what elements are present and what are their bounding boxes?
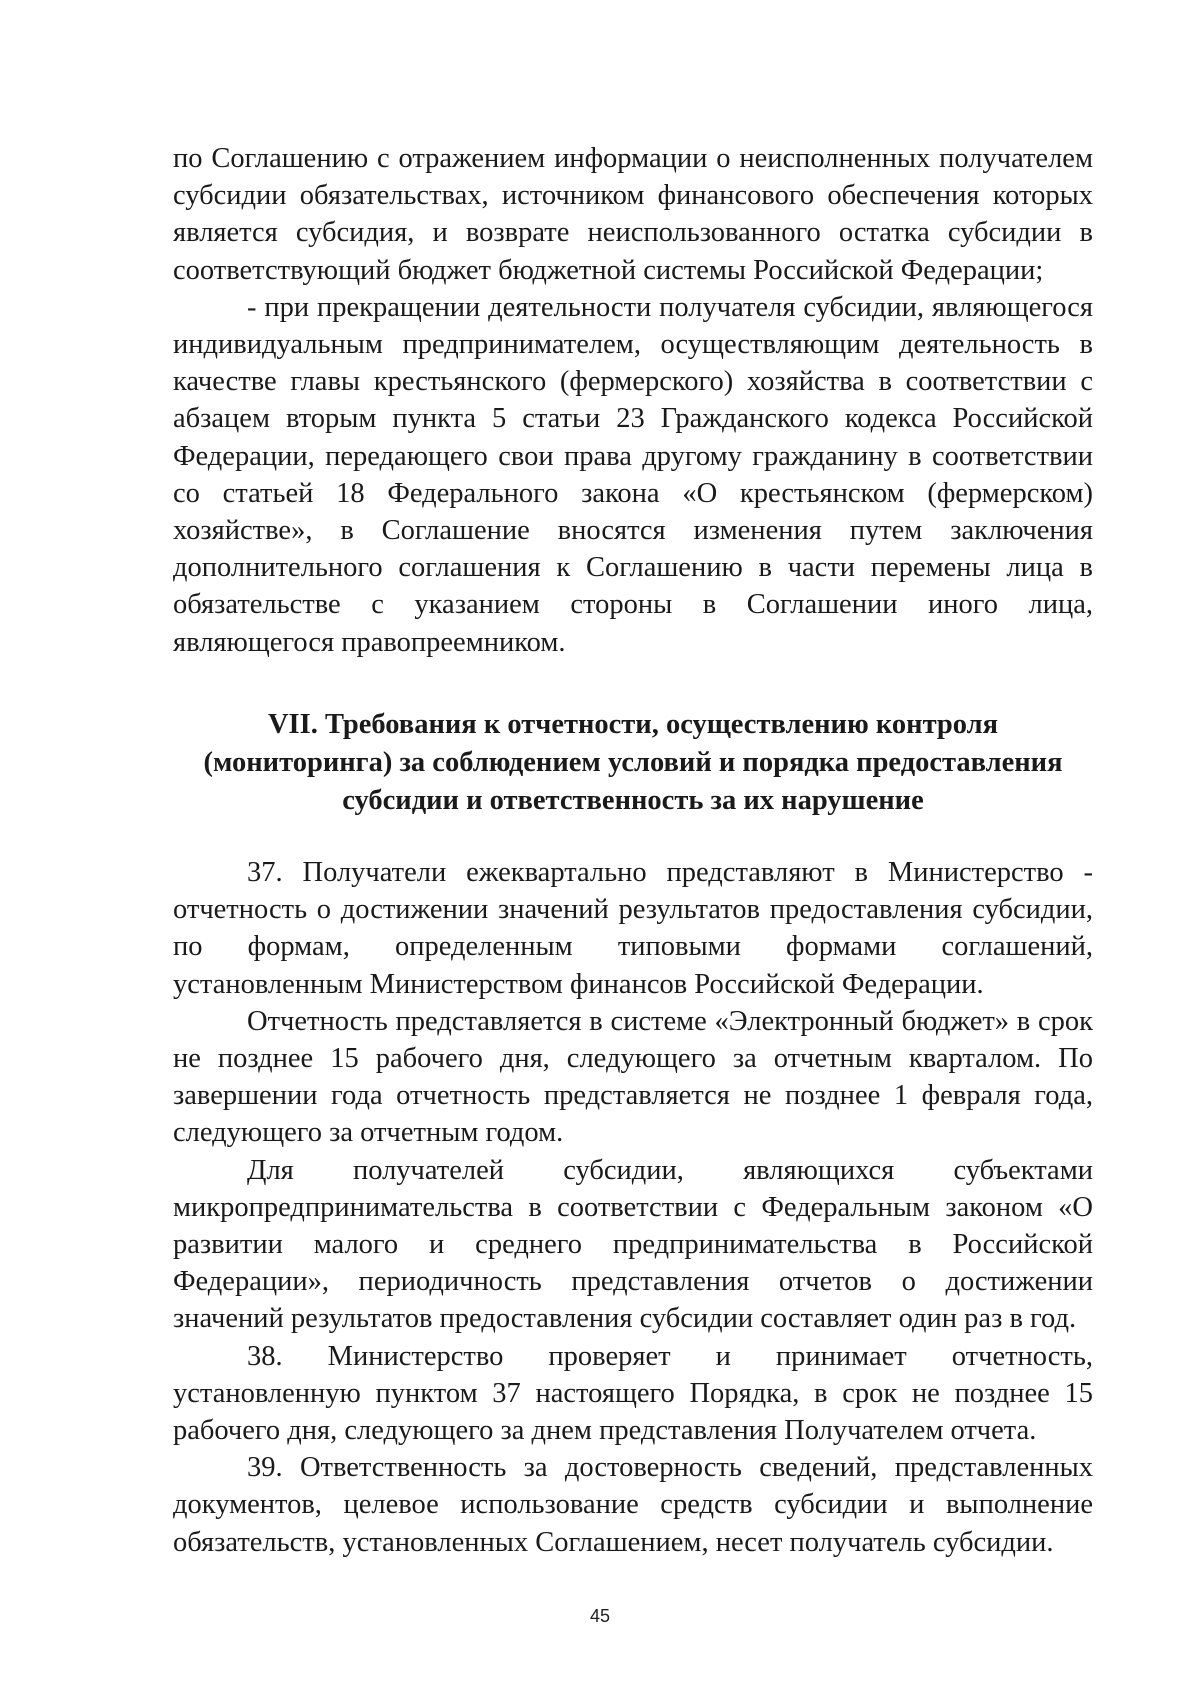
paragraph-item-37: 37. Получатели ежеквартально представляют в Министерство - отчетность о достижении значений результатов предоставления субсидии, по формам, определенным типовыми формами соглашений, установленным Министерством финансов Российской Федерации. (173, 857, 1093, 1000)
paragraph-item-39: 39. Ответственность за достоверность сведений, представленных документов, целевое использование средств субсидии и выполнение обязательств, установленных Соглашением, несет получатель субсидии. (173, 1452, 1093, 1558)
paragraph-item-38: 38. Министерство проверяет и принимает отчетность, установленную пунктом 37 настоящего Порядка, в срок не позднее 15 рабочего дня, следующего за днем представления Получателем отчета. (173, 1340, 1093, 1447)
section-heading-line: субсидии и ответственность за их нарушение (342, 785, 924, 816)
section-heading (173, 706, 1093, 820)
paragraph-termination-clause: - при прекращении деятельности получателя субсидии, являющегося индивидуальным предпринимателем, осуществляющим деятельность в качестве главы крестьянского (фермерского) хозяйства в соответствии с абзацем вторым пункта 5 статьи 23 Гражданского кодекса Российской Федерации, передающего свои права другому гражданину в соответствии со статьей 18 Федерального закона «О крестьянском (фермерском) хозяйстве», в Соглашение вносятся изменения путем заключения дополнительного соглашения к Соглашению в части перемены лица в обязательстве с указанием стороны в Соглашении иного лица, являющегося правопреемником. (173, 291, 1093, 658)
body-text-bottom (173, 854, 1093, 1561)
paragraph-reporting-deadline: Отчетность представляется в системе «Электронный бюджет» в срок не позднее 15 рабочего дня, следующего за отчетным кварталом. По завершении года отчетность представляется не позднее 1 февраля года, следующего за отчетным годом. (173, 1005, 1093, 1149)
page-number: 45 (589, 1606, 611, 1626)
paragraph-continuation: по Соглашению с отражением информации о неисполненных получателем субсидии обязательствах, источником финансового обеспечения которых является субсидия, и возврате неиспользованного остатка субсидии в соответствующий бюджет бюджетной системы Российской Федерации; (173, 143, 1093, 286)
body-text-top (173, 140, 1093, 661)
section-heading-line: VII. Требования к отчетности, осуществлению контроля (267, 709, 999, 740)
section-heading-line: (мониторинга) за соблюдением условий и порядка предоставления (203, 747, 1063, 778)
paragraph-micro-enterprise: Для получателей субсидии, являющихся субъектами микропредпринимательства в соответствии с Федеральным законом «О развитии малого и среднего предпринимательства в Российской Федерации», периодичность представления отчетов о достижении значений результатов предоставления субсидии составляет один раз в год. (173, 1154, 1093, 1335)
